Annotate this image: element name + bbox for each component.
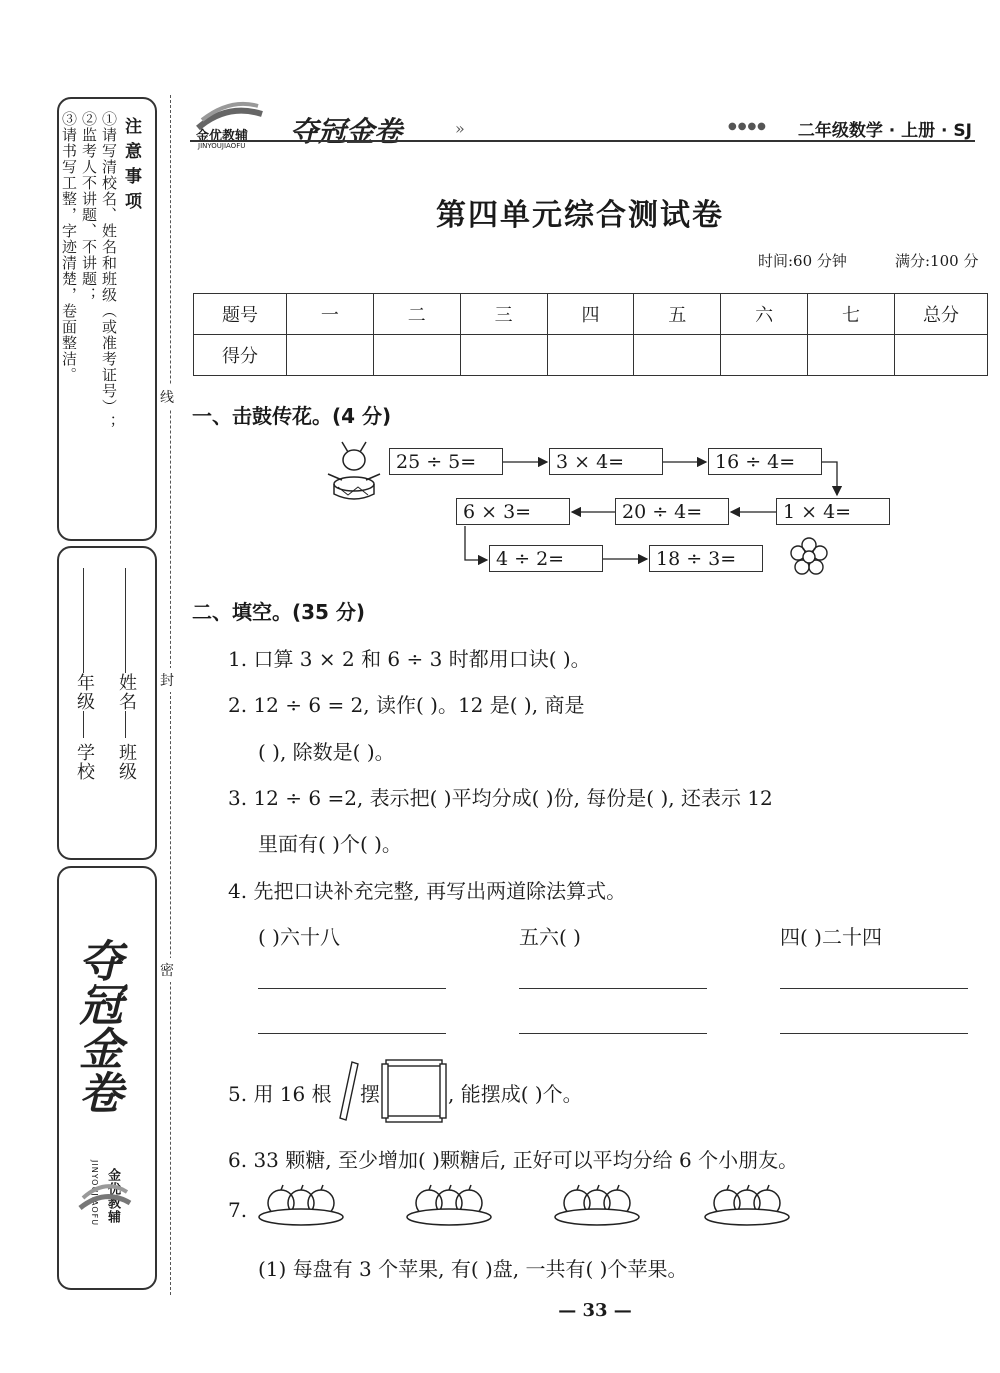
student-info-box [57, 546, 157, 860]
drum-box-8: 18 ÷ 3= [649, 545, 763, 572]
side-logo-en: JINYOUJIAOFU [90, 1160, 99, 1227]
grade-label: 年级 [74, 673, 95, 711]
score-input-cell[interactable] [808, 335, 895, 376]
flower-icon [788, 536, 830, 578]
answer-line[interactable] [519, 988, 707, 989]
score-cell: 三 [460, 294, 547, 335]
answer-line[interactable] [780, 1033, 968, 1034]
drum-box-3: 16 ÷ 4= [708, 448, 822, 475]
subject-label: 二年级数学 · 上册 · SJ [797, 121, 972, 141]
drum-box-1: 25 ÷ 5= [389, 448, 503, 475]
class-label: 班级 [116, 743, 137, 781]
class-field[interactable] [125, 568, 126, 738]
stick-icon [338, 1060, 360, 1122]
header-brand: 夺冠金卷 [290, 115, 403, 148]
question-4-item-1: ( )六十八 [258, 925, 340, 949]
logo-en: JINYOUJIAOFU [198, 142, 246, 150]
question-5-part-3: , 能摆成( )个。 [448, 1082, 583, 1106]
question-4: 4. 先把口诀补充完整, 再写出两道除法算式。 [228, 879, 627, 903]
drum-box-5: 20 ÷ 4= [615, 498, 729, 525]
score-input-cell[interactable] [460, 335, 547, 376]
score-input-cell[interactable] [895, 335, 988, 376]
score-cell: 二 [373, 294, 460, 335]
drum-box-7: 4 ÷ 2= [489, 545, 603, 572]
score-row-label: 得分 [194, 335, 287, 376]
name-label: 姓名 [116, 673, 137, 711]
score-input-cell[interactable] [373, 335, 460, 376]
question-3-line-1: 3. 12 ÷ 6 =2, 表示把( )平均分成( )份, 每份是( ), 还表示 12 [228, 786, 773, 810]
question-6: 6. 33 颗糖, 至少增加( )颗糖后, 正好可以平均分给 6 个小朋友。 [228, 1148, 799, 1172]
score-table-header-row [194, 294, 988, 335]
answer-line[interactable] [519, 1033, 707, 1034]
score-table [193, 293, 988, 376]
notes-heading: 注意事项 [121, 117, 141, 217]
score-cell: 六 [721, 294, 808, 335]
question-4-item-3: 四( )二十四 [780, 925, 882, 949]
score-table-score-row [194, 335, 988, 376]
cut-line [170, 95, 171, 1295]
score-input-cell[interactable] [634, 335, 721, 376]
answer-line[interactable] [258, 1033, 446, 1034]
score-cell: 七 [808, 294, 895, 335]
side-logo-cn: 金优教辅 [105, 1168, 120, 1224]
brand-box [57, 866, 157, 1290]
score-cell: 四 [547, 294, 634, 335]
note-1: ①请写清校名、姓名和班级（或准考证号）； [100, 111, 118, 431]
note-3: ③请书写工整，字迹清楚，卷面整洁。 [60, 111, 78, 383]
answer-line[interactable] [258, 988, 446, 989]
question-5-part-2: 摆 [360, 1082, 380, 1106]
question-3-line-2: 里面有( )个( )。 [258, 832, 402, 856]
notes-box [57, 97, 157, 541]
score-cell: 五 [634, 294, 721, 335]
question-2-line-1: 2. 12 ÷ 6 = 2, 读作( )。12 是( ), 商是 [228, 693, 585, 717]
time-label: 时间:60 分钟 [758, 252, 847, 270]
dots-icon: ●●●● [728, 121, 767, 132]
side-logo-icon [75, 1148, 135, 1218]
question-7-number: 7. [228, 1198, 248, 1222]
section-1-title: 一、击鼓传花。(4 分) [192, 404, 392, 428]
apple-plates [255, 1183, 855, 1233]
drum-box-2: 3 × 4= [549, 448, 663, 475]
score-input-cell[interactable] [547, 335, 634, 376]
square-sticks-icon [380, 1058, 448, 1124]
answer-line[interactable] [780, 988, 968, 989]
question-4-item-2: 五六( ) [519, 925, 581, 949]
rabbit-drum-icon [322, 440, 386, 504]
question-2-line-2: ( ), 除数是( )。 [258, 740, 395, 764]
drum-box-6: 1 × 4= [776, 498, 890, 525]
drum-box-4: 6 × 3= [456, 498, 570, 525]
page-title: 第四单元综合测试卷 [436, 198, 724, 233]
question-7-sub-1: (1) 每盘有 3 个苹果, 有( )盘, 一共有( )个苹果。 [258, 1257, 688, 1281]
question-1: 1. 口算 3 × 2 和 6 ÷ 3 时都用口诀( )。 [228, 647, 591, 671]
side-brand: 夺冠金卷 [71, 938, 122, 1114]
school-field[interactable] [83, 568, 84, 738]
score-input-cell[interactable] [287, 335, 374, 376]
score-input-cell[interactable] [721, 335, 808, 376]
score-cell: 总分 [895, 294, 988, 335]
cut-word-secret: 密 [160, 958, 174, 982]
score-cell: 题号 [194, 294, 287, 335]
cut-word-line: 线 [160, 385, 174, 409]
question-5-part-1: 5. 用 16 根 [228, 1082, 332, 1106]
chevron-icon: » [455, 119, 465, 138]
school-label: 学校 [74, 743, 95, 781]
note-2: ②监考人不讲题、不讲题； [80, 111, 98, 303]
logo-cn: 金优教辅 [196, 129, 249, 144]
page-number: — 33 — [558, 1300, 632, 1321]
cut-word-seal: 封 [160, 668, 174, 692]
section-2-title: 二、填空。(35 分) [192, 600, 366, 624]
full-score-label: 满分:100 分 [895, 252, 979, 270]
score-cell: 一 [287, 294, 374, 335]
